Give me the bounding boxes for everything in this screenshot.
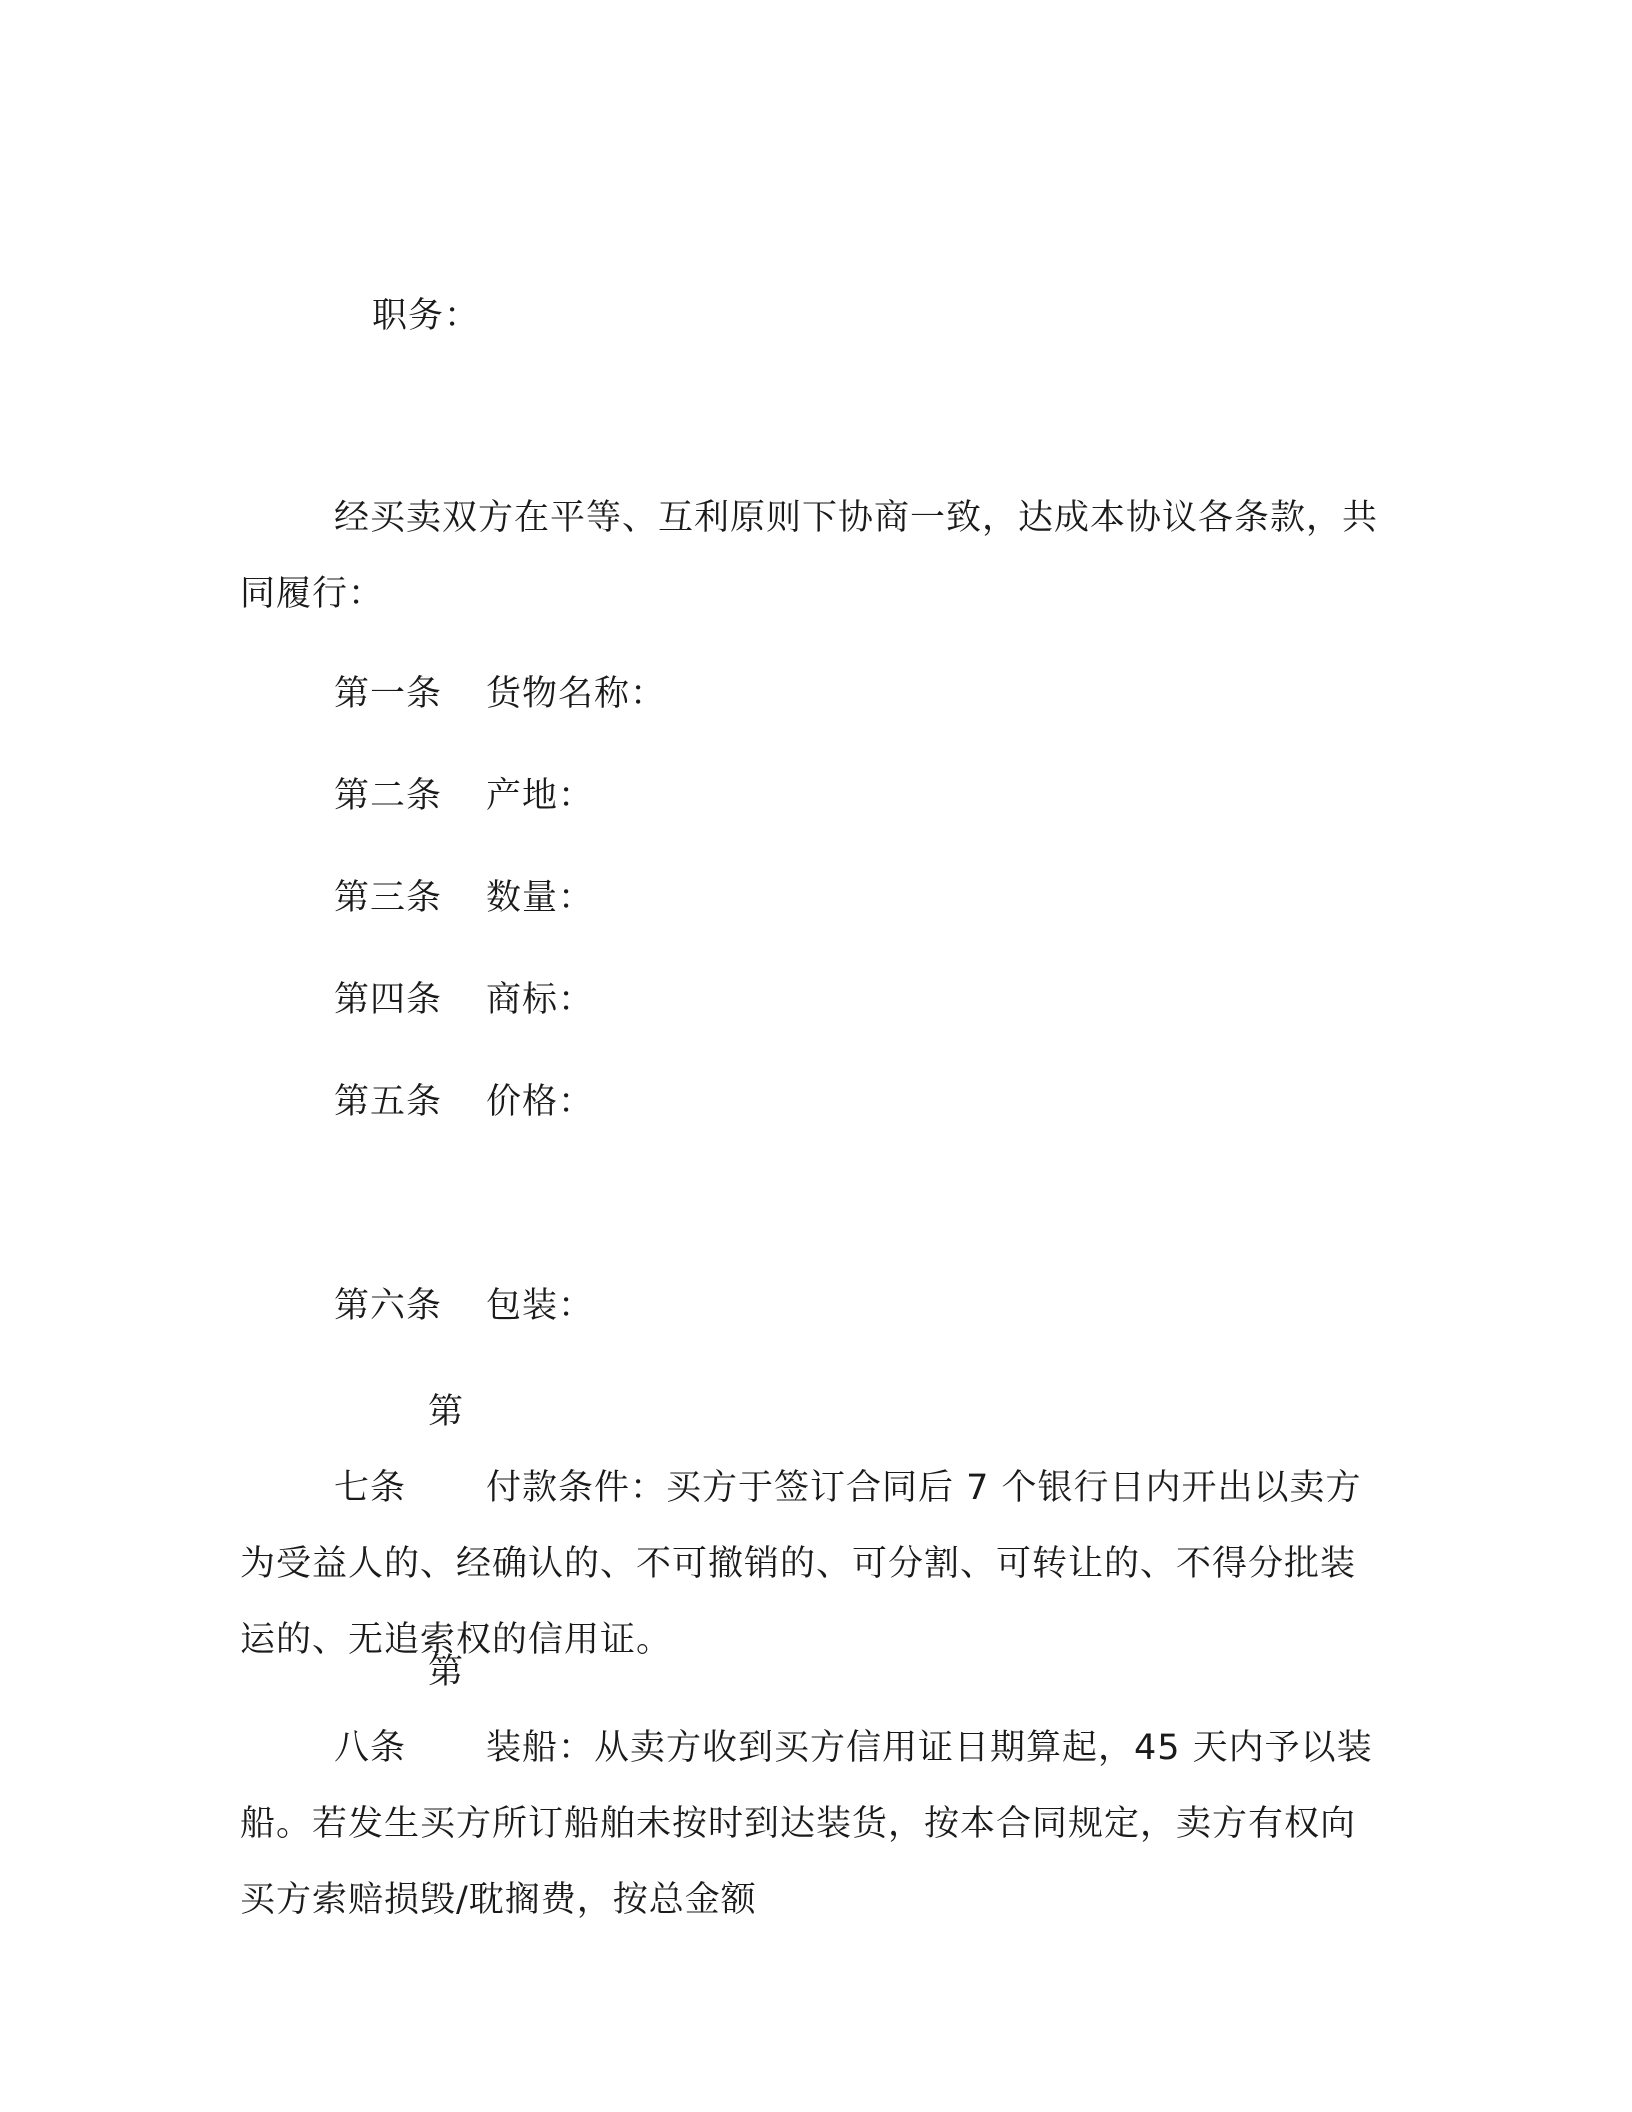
article-5 (334, 1082, 594, 1122)
article-text: 数量： (486, 878, 595, 918)
article-number: 第五条 (334, 1082, 443, 1122)
article-number: 第六条 (334, 1286, 443, 1326)
article-number: 第三条 (334, 878, 443, 918)
article-number: 第一条 (334, 674, 443, 714)
article-3 (334, 878, 594, 918)
article-number: 第四条 (334, 980, 443, 1020)
article-number: 第八条 (334, 1652, 465, 1768)
article-7 (240, 1374, 1380, 1678)
article-number: 第七条 (334, 1392, 465, 1508)
article-1 (334, 674, 666, 714)
article-text: 产地： (486, 776, 595, 816)
article-text: 商标： (486, 980, 595, 1020)
article-text: 付款条件：买方于签订合同后 7 个银行日内开出以卖方为受益人的、经确认的、不可撤销的、可分割、可转让的、不得分批装运的、无追索权的信用证。 (240, 1468, 1362, 1660)
article-2 (334, 776, 594, 816)
intro-paragraph: 经买卖双方在平等、互利原则下协商一致，达成本协议各条款，共同履行： (240, 498, 1379, 614)
article-8 (240, 1634, 1380, 1938)
article-text: 装船：从卖方收到买方信用证日期算起，45 天内予以装船。若发生买方所订船舶未按时到达装货，按本合同规定，卖方有权向买方索赔损毁/耽搁费，按总金额 (240, 1728, 1373, 1920)
article-text: 价格： (486, 1082, 595, 1122)
article-text: 货物名称： (486, 674, 667, 714)
position-field-label: 职务： (372, 296, 481, 336)
article-6 (334, 1286, 594, 1326)
article-text: 包装： (486, 1286, 595, 1326)
article-number: 第二条 (334, 776, 443, 816)
article-4 (334, 980, 594, 1020)
